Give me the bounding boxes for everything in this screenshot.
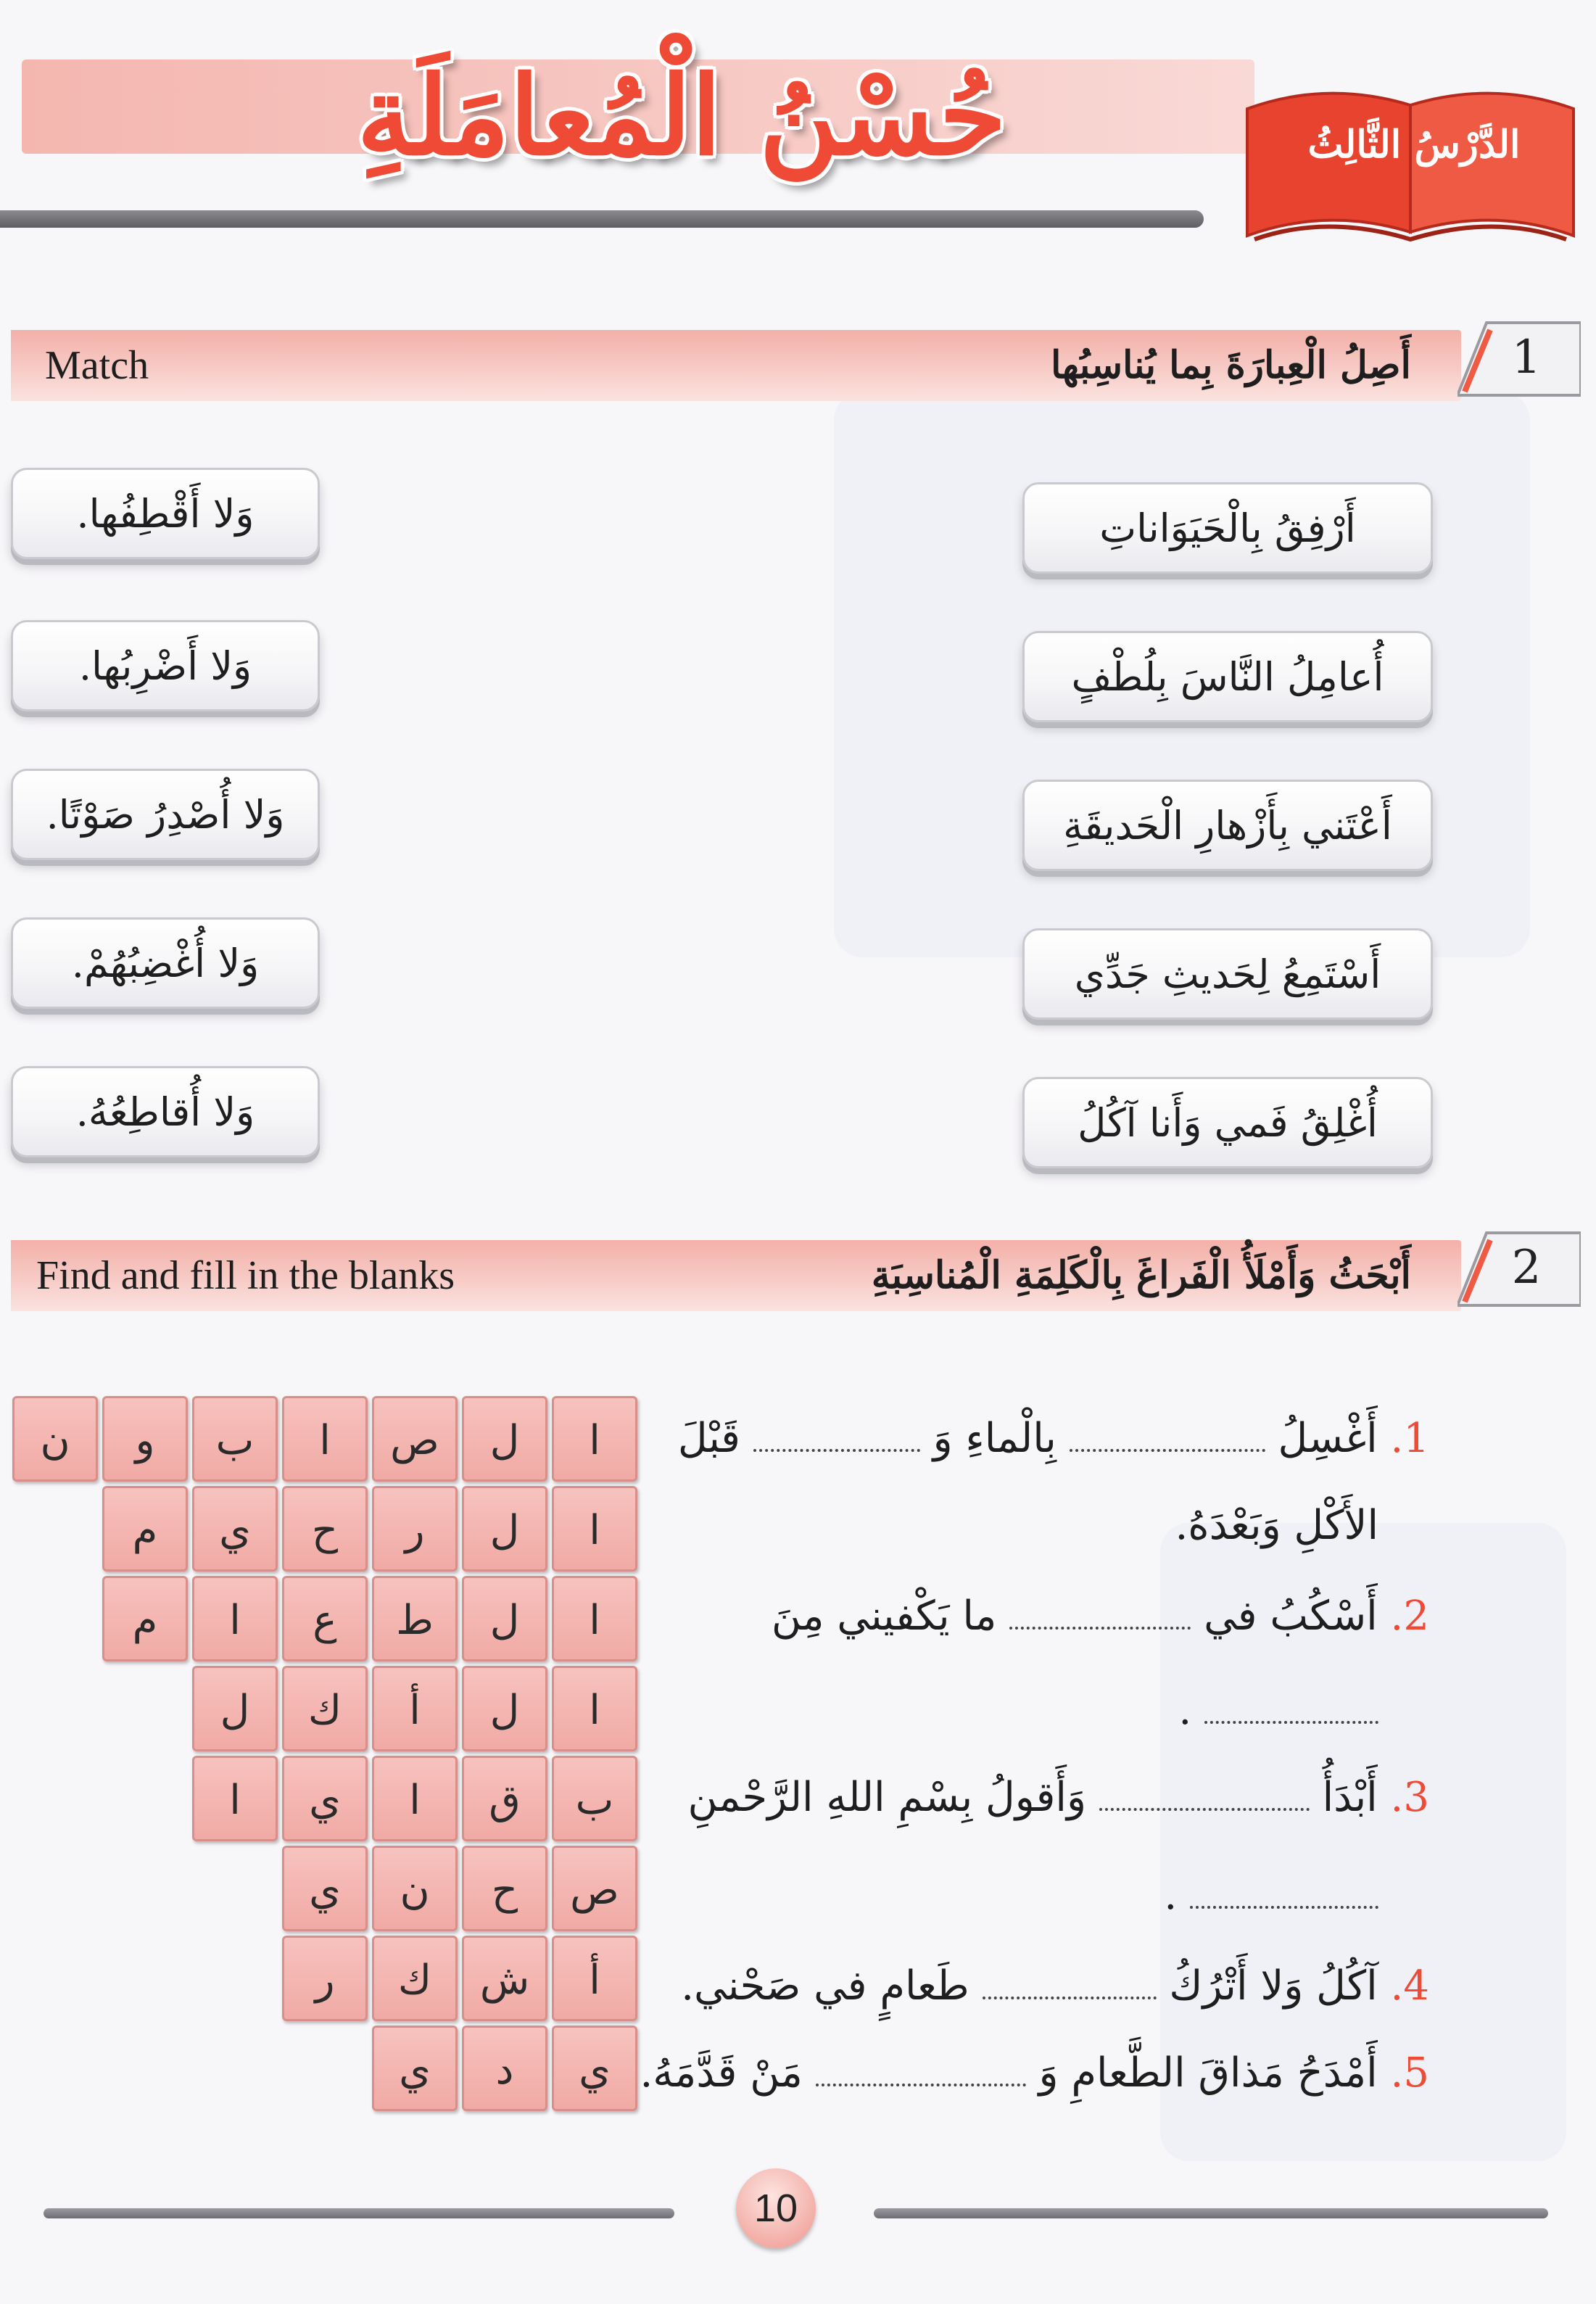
grid-cell[interactable]: ص (552, 1846, 637, 1931)
exercise-2 (772, 1592, 1429, 1640)
exercise-2-text-a: أَسْكُبُ (1270, 1593, 1378, 1640)
match-left-1[interactable]: وَلا أَقْطِفُها. (11, 468, 320, 559)
grid-cell[interactable]: ل (462, 1666, 547, 1751)
exercise-4-text-a: آكُلُ وَلا أَتْرُكُ (1169, 1962, 1378, 2010)
grid-cell[interactable]: م (102, 1486, 188, 1572)
exercise-3-end: . (1164, 1872, 1178, 1919)
exercise-1 (678, 1414, 1429, 1463)
match-left-5[interactable]: وَلا أُقاطِعُهُ. (11, 1066, 320, 1157)
grid-cell[interactable]: ر (372, 1486, 458, 1572)
lesson-label: الدَّرْسُ الثَّالِثُ (1307, 123, 1521, 167)
page-number: 10 (736, 2168, 816, 2248)
match-right-4[interactable]: أَسْتَمِعُ لِحَديثِ جَدِّي (1022, 928, 1433, 1020)
grid-cell[interactable]: ن (12, 1396, 98, 1482)
exercise-5 (640, 2049, 1429, 2097)
grid-cell[interactable]: ي (192, 1486, 278, 1572)
exercise-5-text-a: أَمْدَحُ مَذاقَ الطَّعامِ وَ (1038, 2049, 1378, 2097)
exercise-2-text-b: في (1204, 1593, 1257, 1640)
footer-rule-right (874, 2208, 1548, 2218)
grid-cell[interactable]: ي (372, 2026, 458, 2111)
page-title: حُسْنُ الْمُعامَلَةِ (357, 52, 1006, 180)
exercise-2-text-c: ما يَكْفيني مِنَ (771, 1593, 997, 1640)
grid-cell[interactable]: أ (552, 1936, 637, 2021)
section-1-instruction-ar: أَصِلُ الْعِبارَةَ بِما يُناسِبُها (1050, 343, 1411, 387)
exercise-3-blank-2[interactable] (1190, 1896, 1378, 1909)
grid-cell[interactable]: ي (552, 2026, 637, 2111)
grid-cell[interactable]: ا (552, 1576, 637, 1661)
exercise-3-text-b: وَأَقولُ بِسْمِ اللهِ الرَّحْمنِ (687, 1774, 1086, 1821)
grid-cell[interactable]: ص (372, 1396, 458, 1482)
match-left-3[interactable]: وَلا أُصْدِرُ صَوْتًا. (11, 769, 320, 860)
grid-cell[interactable]: ط (372, 1576, 458, 1661)
grid-cell[interactable]: ا (372, 1756, 458, 1841)
grid-cell[interactable]: ا (192, 1756, 278, 1841)
exercise-5-text-b: مَنْ قَدَّمَهُ. (640, 2049, 803, 2097)
grid-cell[interactable]: ش (462, 1936, 547, 2021)
exercise-5-blank-1[interactable] (816, 2073, 1026, 2086)
exercise-5-number: 5. (1390, 2049, 1429, 2097)
exercise-1-number: 1. (1390, 1415, 1429, 1462)
exercise-2-end: . (1178, 1687, 1192, 1734)
exercise-1-text-c: قَبْلَ (677, 1415, 740, 1462)
exercise-3-text-a: أَبْدَأُ (1322, 1774, 1378, 1821)
grid-cell[interactable]: ب (552, 1756, 637, 1841)
exercise-2-blank-1[interactable] (1009, 1616, 1191, 1630)
section-1-number: 1 (1511, 331, 1542, 384)
exercise-1-line-2: الأَكْلِ وَبَعْدَهُ. (1175, 1502, 1378, 1549)
footer-rule-left (44, 2208, 674, 2218)
match-right-2[interactable]: أُعامِلُ النَّاسَ بِلُطْفٍ (1022, 631, 1433, 722)
exercise-1-text-a: أَغْسِلُ (1278, 1415, 1378, 1462)
grid-cell[interactable]: ي (282, 1756, 368, 1841)
grid-cell[interactable]: ك (372, 1936, 458, 2021)
section-2-instruction-en: Find and fill in the blanks (36, 1253, 455, 1298)
grid-cell[interactable]: ا (552, 1666, 637, 1751)
grid-cell[interactable]: ن (372, 1846, 458, 1931)
grid-cell[interactable]: ك (282, 1666, 368, 1751)
grid-cell[interactable]: ا (282, 1396, 368, 1482)
exercise-3-line-2 (1164, 1871, 1378, 1920)
match-left-2[interactable]: وَلا أَضْرِبُها. (11, 620, 320, 711)
grid-cell[interactable]: أ (372, 1666, 458, 1751)
grid-cell[interactable]: ر (282, 1936, 368, 2021)
grid-cell[interactable]: ق (462, 1756, 547, 1841)
section-1-instruction-en: Match (45, 343, 149, 388)
grid-cell[interactable]: ع (282, 1576, 368, 1661)
grid-cell[interactable]: ل (462, 1576, 547, 1661)
grid-cell[interactable]: ل (462, 1396, 547, 1482)
grid-cell[interactable]: ي (282, 1846, 368, 1931)
match-right-3[interactable]: أَعْتَني بِأَزْهارِ الْحَديقَةِ (1022, 780, 1433, 871)
exercise-2-number: 2. (1390, 1593, 1429, 1640)
grid-cell[interactable]: د (462, 2026, 547, 2111)
match-right-1[interactable]: أَرْفِقُ بِالْحَيَوَاناتِ (1022, 482, 1433, 574)
match-right-5[interactable]: أُغْلِقُ فَمي وَأَنا آكُلُ (1022, 1077, 1433, 1168)
section-2-number: 2 (1511, 1241, 1542, 1295)
exercise-1-blank-2[interactable] (753, 1439, 920, 1452)
grid-cell[interactable]: و (102, 1396, 188, 1482)
grid-cell[interactable]: ل (192, 1666, 278, 1751)
grid-cell[interactable]: ا (552, 1396, 637, 1482)
grid-cell[interactable]: ح (462, 1846, 547, 1931)
exercise-2-blank-2[interactable] (1204, 1711, 1378, 1724)
exercise-3-number: 3. (1390, 1774, 1429, 1821)
exercise-3-blank-1[interactable] (1099, 1798, 1310, 1811)
grid-cell[interactable]: ب (192, 1396, 278, 1482)
exercise-1-text-b: بِالْماءِ وَ (933, 1415, 1057, 1462)
grid-cell[interactable]: م (102, 1576, 188, 1661)
exercise-4 (681, 1962, 1429, 2010)
grid-cell[interactable]: ا (552, 1486, 637, 1572)
grid-cell[interactable]: ل (462, 1486, 547, 1572)
exercise-1-blank-1[interactable] (1070, 1439, 1265, 1452)
exercise-4-blank-1[interactable] (983, 1986, 1157, 1999)
exercise-4-number: 4. (1390, 1962, 1429, 2010)
section-2-instruction-ar: أَبْحَثُ وَأَمْلَأُ الْفَراغَ بِالْكَلِمَةِ الْمُناسِبَةِ (871, 1253, 1411, 1297)
grid-cell[interactable]: ا (192, 1576, 278, 1661)
match-left-4[interactable]: وَلا أُغْضِبُهُمْ. (11, 917, 320, 1009)
exercise-3 (687, 1773, 1429, 1822)
exercise-4-text-b: طَعامٍ في صَحْني. (681, 1962, 969, 2010)
title-rule (0, 210, 1204, 228)
exercise-2-line-2 (1178, 1686, 1378, 1735)
grid-cell[interactable]: ح (282, 1486, 368, 1572)
